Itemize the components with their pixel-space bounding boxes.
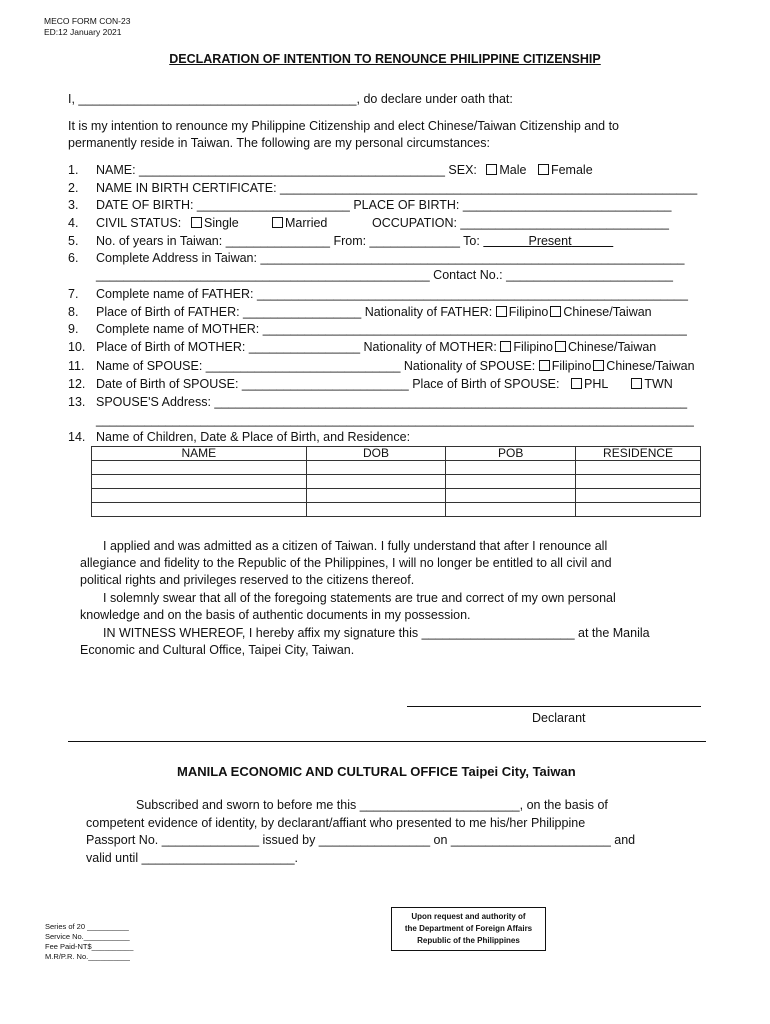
chinese-label: Chinese/Taiwan	[606, 359, 695, 373]
female-label: Female	[550, 163, 593, 177]
item-number: 14.	[68, 430, 86, 444]
filipino-label: Filipino	[513, 340, 553, 354]
female-checkbox[interactable]	[538, 164, 549, 175]
item-number: 11.	[68, 359, 85, 373]
item-number: 4.	[68, 216, 79, 230]
col-dob-header: DOB	[306, 447, 446, 461]
item-number: 12.	[68, 377, 86, 391]
item-number: 9.	[68, 322, 79, 336]
table-cell[interactable]	[92, 503, 307, 517]
father-filipino-checkbox[interactable]	[496, 306, 507, 317]
table-cell[interactable]	[306, 489, 446, 503]
table-cell[interactable]	[576, 489, 701, 503]
spouse-name-field[interactable]	[96, 359, 695, 374]
authority-line: the Department of Foreign Affairs	[404, 924, 533, 933]
item-number: 13.	[68, 395, 86, 409]
oath-line: I, ________________________________________, do declare under oath that:	[68, 92, 513, 106]
mother-birthplace-field[interactable]	[96, 340, 656, 355]
jurat-line[interactable]: Subscribed and sworn to before me this _______________________, on the basis of	[136, 798, 608, 812]
statement-line: political rights and privileges reserved to the citizens thereof.	[80, 573, 415, 587]
table-cell[interactable]	[446, 489, 576, 503]
father-name-field[interactable]: Complete name of FATHER: ______________________________________________________________	[96, 287, 688, 301]
twn-label: TWN	[644, 377, 673, 391]
to-present-text: Present	[528, 234, 572, 248]
spouse-address-line-2[interactable]: ______________________________________________________________________________________	[96, 413, 694, 427]
birth-certificate-name-field[interactable]: NAME IN BIRTH CERTIFICATE: ____________________________________________________________	[96, 181, 698, 195]
spouse-address-field[interactable]: SPOUSE'S Address: ____________________________________________________________________	[96, 395, 688, 409]
statement-line: I solemnly swear that all of the foregoing statements are true and correct of my own personal	[103, 591, 616, 605]
statement-line: allegiance and fidelity to the Republic of the Philippines, I will no longer be entitled to all civil and	[80, 556, 612, 570]
single-label: Single	[204, 216, 239, 230]
spouse-name-label: Name of SPOUSE: ____________________________ Nationality of SPOUSE:	[96, 359, 536, 373]
civil-status-label: CIVIL STATUS:	[96, 216, 182, 230]
item-number: 5.	[68, 234, 79, 248]
name-field[interactable]	[96, 163, 593, 178]
filipino-label: Filipino	[551, 359, 592, 373]
item-number: 6.	[68, 251, 79, 265]
father-pob-label: Place of Birth of FATHER: _________________ Nationality of FATHER:	[96, 305, 493, 319]
declarant-label: Declarant	[532, 711, 586, 725]
section-divider	[68, 741, 706, 742]
item-number: 10.	[68, 340, 86, 354]
page-title: DECLARATION OF INTENTION TO RENOUNCE PHILIPPINE CITIZENSHIP	[169, 52, 601, 66]
spouse-dob-label: Date of Birth of SPOUSE: ________________________ Place of Birth of SPOUSE:	[96, 377, 560, 391]
spouse-chinese-checkbox[interactable]	[593, 360, 604, 371]
table-cell[interactable]	[576, 461, 701, 475]
form-edition: ED:12 January 2021	[44, 27, 122, 37]
item-number: 1.	[68, 163, 79, 177]
table-cell[interactable]	[576, 503, 701, 517]
witness-line[interactable]: IN WITNESS WHEREOF, I hereby affix my signature this ______________________ at the Manila	[103, 626, 650, 640]
statement-line: I applied and was admitted as a citizen of Taiwan. I fully understand that after I renounce all	[103, 539, 608, 553]
phl-checkbox[interactable]	[571, 378, 582, 389]
col-residence-header: RESIDENCE	[576, 447, 701, 461]
twn-checkbox[interactable]	[631, 378, 642, 389]
married-option[interactable]	[272, 216, 327, 231]
table-cell[interactable]	[92, 475, 307, 489]
mother-chinese-checkbox[interactable]	[555, 341, 566, 352]
chinese-label: Chinese/Taiwan	[568, 340, 657, 354]
table-cell[interactable]	[306, 503, 446, 517]
date-place-of-birth-field[interactable]: DATE OF BIRTH: ______________________ PLACE OF BIRTH: ______________________________	[96, 198, 672, 212]
mother-pob-label: Place of Birth of MOTHER: ________________ Nationality of MOTHER:	[96, 340, 497, 354]
table-cell[interactable]	[306, 461, 446, 475]
table-cell[interactable]	[446, 475, 576, 489]
office-title: MANILA ECONOMIC AND CULTURAL OFFICE Taipei City, Taiwan	[177, 764, 576, 779]
contact-number-field[interactable]: ________________________________________________ Contact No.: ________________________	[96, 268, 673, 282]
spouse-filipino-checkbox[interactable]	[539, 360, 550, 371]
father-chinese-checkbox[interactable]	[550, 306, 561, 317]
statement-line: Economic and Cultural Office, Taipei City, Taiwan.	[80, 643, 355, 657]
children-label: Name of Children, Date & Place of Birth, and Residence:	[96, 430, 411, 444]
table-row[interactable]	[92, 503, 701, 517]
mother-name-field[interactable]: Complete name of MOTHER: _____________________________________________________________	[96, 322, 687, 336]
taiwan-address-field[interactable]: Complete Address in Taiwan: _____________________________________________________________	[96, 251, 685, 265]
children-table	[91, 446, 701, 517]
table-cell[interactable]	[446, 461, 576, 475]
filipino-label: Filipino	[508, 305, 549, 319]
spouse-birth-field[interactable]	[96, 377, 673, 392]
chinese-label: Chinese/Taiwan	[563, 305, 652, 319]
table-cell[interactable]	[306, 475, 446, 489]
item-number: 8.	[68, 305, 79, 319]
male-label: Male	[499, 163, 527, 177]
occupation-field[interactable]: OCCUPATION: ______________________________	[372, 216, 669, 230]
single-option[interactable]	[191, 216, 239, 231]
passport-line[interactable]: Passport No. ______________ issued by ________________ on _______________________ and	[86, 833, 636, 847]
to-value	[483, 234, 613, 248]
series-field[interactable]: Series of 20 __________	[45, 922, 129, 931]
table-cell[interactable]	[576, 475, 701, 489]
item-number: 2.	[68, 181, 79, 195]
father-birthplace-field[interactable]	[96, 305, 652, 320]
authority-line: Republic of the Philippines	[417, 936, 520, 945]
male-checkbox[interactable]	[486, 164, 497, 175]
intro-line-1: It is my intention to renounce my Philippine Citizenship and elect Chinese/Taiwan Citizenship and to	[68, 119, 619, 133]
table-cell[interactable]	[92, 489, 307, 503]
signature-line[interactable]	[407, 706, 701, 707]
col-pob-header: POB	[446, 447, 576, 461]
table-cell[interactable]	[92, 461, 307, 475]
single-checkbox[interactable]	[191, 217, 202, 228]
table-row[interactable]	[92, 489, 701, 503]
authority-line: Upon request and authority of	[411, 912, 526, 921]
mother-filipino-checkbox[interactable]	[500, 341, 511, 352]
fee-paid-field[interactable]: Fee Paid-NT$__________	[45, 942, 134, 951]
table-cell[interactable]	[446, 503, 576, 517]
table-row[interactable]	[92, 475, 701, 489]
service-number-field[interactable]: Service No.___________	[45, 932, 130, 941]
married-label: Married	[285, 216, 328, 230]
form-code: MECO FORM CON-23	[44, 16, 131, 26]
table-row[interactable]	[92, 461, 701, 475]
receipt-number-field[interactable]: M.R/P.R. No.__________	[45, 952, 130, 961]
authority-box	[391, 907, 546, 951]
valid-until-line[interactable]: valid until ______________________.	[86, 851, 298, 865]
statement-line: knowledge and on the basis of authentic documents in my possession.	[80, 608, 471, 622]
table-header-row	[92, 447, 701, 461]
col-name-header: NAME	[92, 447, 307, 461]
item-number: 7.	[68, 287, 79, 301]
name-label: NAME: ____________________________________________ SEX:	[96, 163, 477, 177]
years-label: No. of years in Taiwan: _______________ From: _____________ To:	[96, 234, 484, 248]
married-checkbox[interactable]	[272, 217, 283, 228]
phl-label: PHL	[583, 377, 608, 391]
item-number: 3.	[68, 198, 79, 212]
years-in-taiwan-field[interactable]	[96, 234, 613, 249]
fee-block	[45, 922, 133, 962]
jurat-line: competent evidence of identity, by declarant/affiant who presented to me his/her Philippine	[86, 816, 586, 830]
intro-line-2: permanently reside in Taiwan. The following are my personal circumstances:	[68, 136, 490, 150]
